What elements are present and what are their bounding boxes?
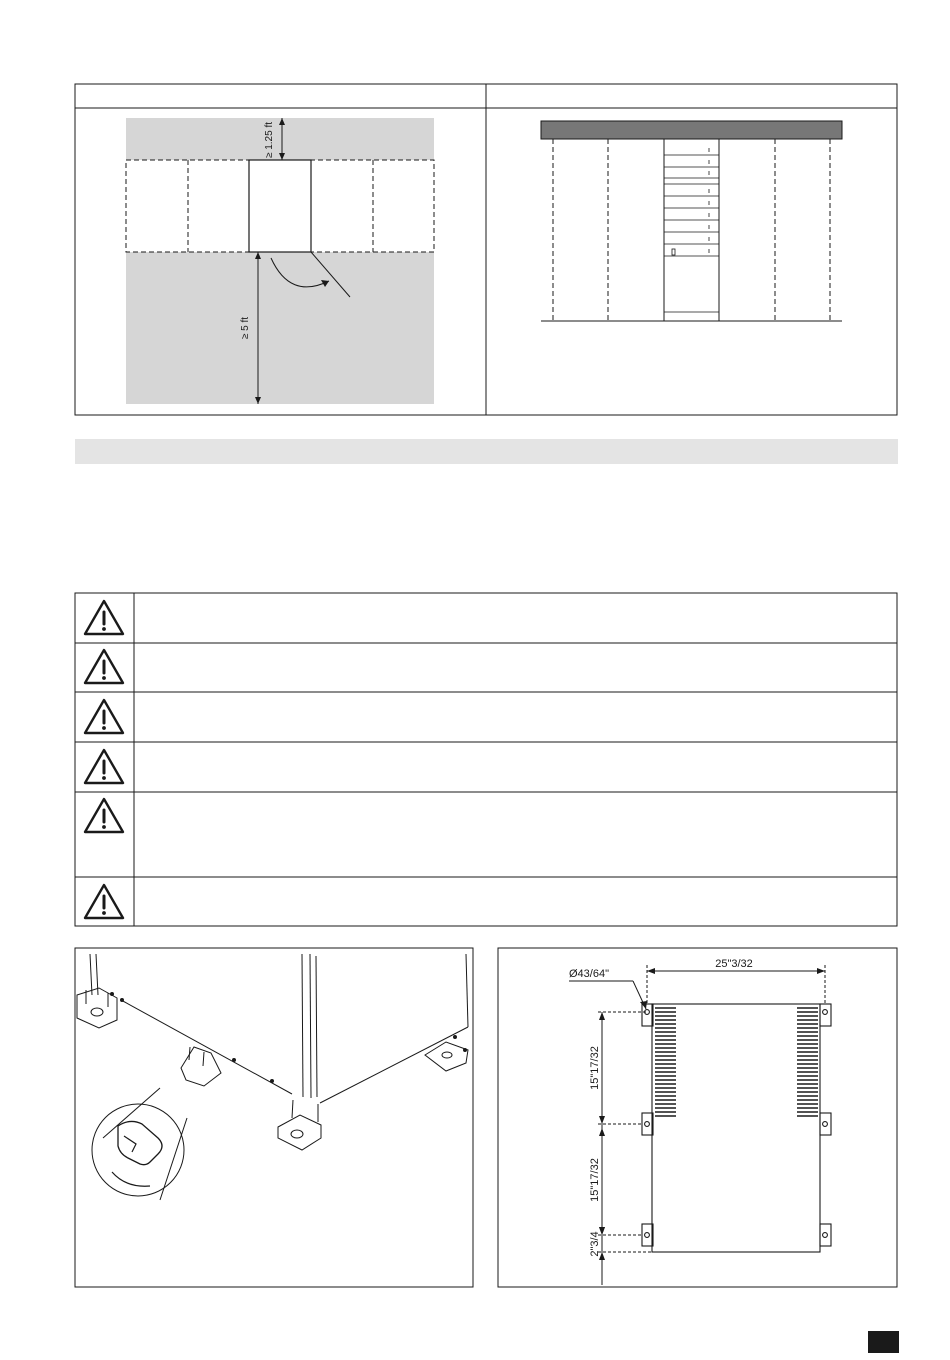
warning-triangle-icon	[85, 650, 123, 683]
width-dimension	[647, 965, 825, 1004]
warning-triangle-icon	[85, 700, 123, 733]
ups-cabinet-top-view	[249, 160, 311, 252]
cabinet-base-isometric	[77, 954, 468, 1200]
clearance-figure-table	[0, 0, 950, 430]
warning-triangle-icon	[85, 750, 123, 783]
warning-triangle-icon	[85, 601, 123, 634]
leveling-feet-figure	[0, 940, 480, 1290]
lower-spacing-label: 15"17/32	[589, 1158, 601, 1202]
ups-cabinet-front-view	[664, 139, 719, 321]
ventilation-slots	[655, 1008, 818, 1116]
section-heading-band	[75, 439, 898, 464]
hole-diameter-label: Ø43/64"	[569, 968, 609, 980]
warning-triangle-icon	[85, 885, 123, 918]
leveling-feet-frame	[75, 948, 473, 1287]
top-view-clearance-diagram	[126, 118, 434, 404]
wrench-icon	[118, 1121, 162, 1164]
cabinet-footprint	[642, 1004, 831, 1252]
ceiling-beam	[541, 121, 842, 139]
width-label: 25"3/32	[715, 958, 753, 970]
arrow-down-icon	[640, 1001, 647, 1009]
front-clearance-zone	[126, 252, 434, 404]
top-clearance-label: ≥ 1.25 ft	[264, 121, 275, 159]
anchor-dimension-figure	[490, 940, 910, 1290]
front-clearance-label: ≥ 5 ft	[240, 316, 251, 340]
upper-spacing-label: 15"17/32	[589, 1046, 601, 1090]
front-view-cabinet-row	[541, 121, 842, 321]
anchor-dimension-frame	[498, 948, 897, 1287]
edge-offset-label: 2"3/4	[589, 1231, 601, 1257]
warning-table	[0, 590, 950, 930]
warning-triangle-icon	[85, 799, 123, 832]
vertical-dimensions	[598, 1012, 652, 1285]
page-number-tab	[868, 1331, 899, 1353]
